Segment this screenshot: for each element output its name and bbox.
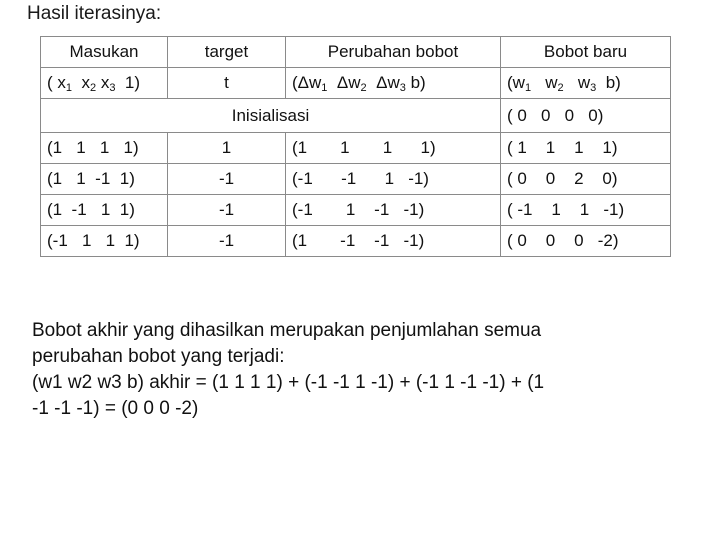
row-masukan: (1 1 -1 1)	[41, 164, 168, 195]
table-init-row	[41, 99, 671, 133]
header-target: target	[168, 37, 286, 68]
init-label: Inisialisasi	[41, 99, 501, 133]
summary-line: Bobot akhir yang dihasilkan merupakan penjumlahan semua	[32, 320, 542, 341]
row-masukan: (-1 1 1 1)	[41, 226, 168, 257]
row-masukan: (1 -1 1 1)	[41, 195, 168, 226]
summary-paragraph	[32, 318, 712, 422]
summary-line: -1 -1 -1) = (0 0 0 -2)	[32, 398, 199, 419]
row-bobot: ( 1 1 1 1)	[501, 133, 671, 164]
symbol-perubahan: ($\Delta w_1$ $\Delta w_2$ $\Delta w_3$ b)	[286, 68, 501, 99]
table-symbol-row	[41, 68, 671, 99]
table-row	[41, 226, 671, 257]
symbol-bobot: ($w_1$ $w_2$ $w_3$ b)	[501, 68, 671, 99]
row-target: -1	[168, 164, 286, 195]
table-header-row	[41, 37, 671, 68]
header-masukan: Masukan	[41, 37, 168, 68]
row-perubahan: (-1 1 -1 -1)	[286, 195, 501, 226]
row-bobot: ( 0 0 2 0)	[501, 164, 671, 195]
row-perubahan: (1 1 1 1)	[286, 133, 501, 164]
row-target: -1	[168, 195, 286, 226]
row-perubahan: (-1 -1 1 -1)	[286, 164, 501, 195]
row-masukan: (1 1 1 1)	[41, 133, 168, 164]
iteration-table	[40, 36, 671, 257]
symbol-target: t	[168, 68, 286, 99]
table-row	[41, 133, 671, 164]
init-value: ( 0 0 0 0)	[501, 99, 671, 133]
row-perubahan: (1 -1 -1 -1)	[286, 226, 501, 257]
table-row	[41, 164, 671, 195]
table-row	[41, 195, 671, 226]
row-bobot: ( -1 1 1 -1)	[501, 195, 671, 226]
page-heading: Hasil iterasinya:	[27, 3, 162, 24]
row-target: -1	[168, 226, 286, 257]
row-target: 1	[168, 133, 286, 164]
row-bobot: ( 0 0 0 -2)	[501, 226, 671, 257]
iteration-table-container	[40, 36, 670, 257]
header-bobot-baru: Bobot baru	[501, 37, 671, 68]
summary-line: (w1 w2 w3 b) akhir = (1 1 1 1) + (-1 -1 1 -1) + (-1 1 -1 -1) + (1	[32, 372, 545, 393]
symbol-masukan: ( $x_1$ $x_2$ $x_3$ 1)	[41, 68, 168, 99]
header-perubahan-bobot: Perubahan bobot	[286, 37, 501, 68]
summary-line: perubahan bobot yang terjadi:	[32, 346, 285, 367]
